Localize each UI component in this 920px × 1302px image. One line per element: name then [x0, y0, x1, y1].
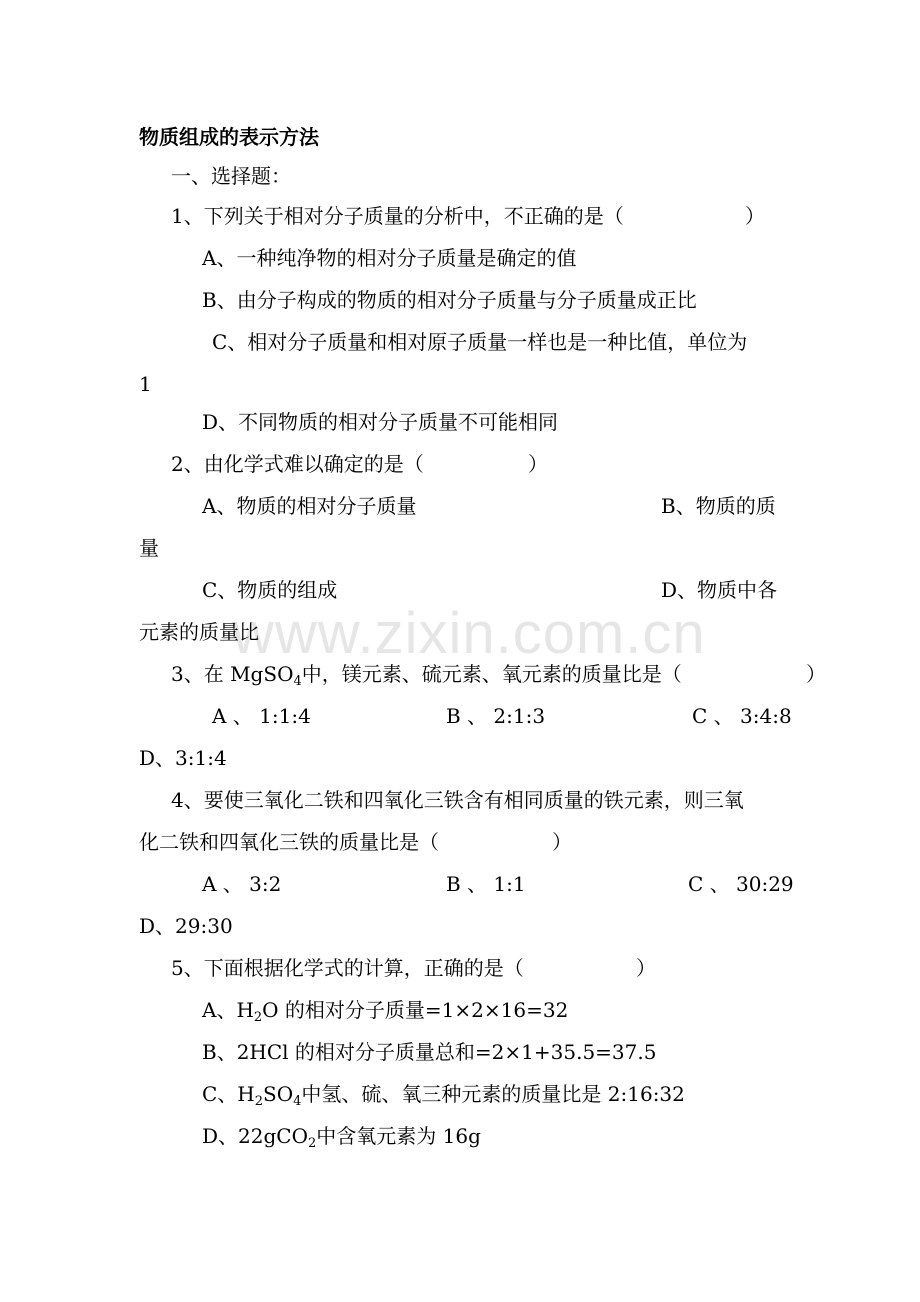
q4-option-a: A 、 3:2: [202, 872, 282, 896]
q1-option-b: B、由分子构成的物质的相对分子质量与分子质量成正比: [202, 288, 697, 312]
q2-option-c: C、物质的组成: [202, 578, 338, 602]
q5-option-b: B、2HCl 的相对分子质量总和=2×1+35.5=37.5: [202, 1040, 657, 1064]
q5-close-paren: ）: [636, 956, 656, 980]
q3-option-d: D、3:1:4: [139, 746, 227, 770]
q1-option-c-cont: 1: [139, 372, 152, 396]
q1-close-paren: ）: [745, 204, 765, 228]
q5-option-a: A、$H_2O$ 的相对分子质量=1×2×16=32: [202, 998, 569, 1025]
q3-option-c: C 、 3:4:8: [692, 704, 792, 728]
q1-option-c: C、相对分子质量和相对原子质量一样也是一种比值，单位为: [212, 330, 748, 354]
q5-stem: 5、下面根据化学式的计算，正确的是（: [171, 956, 524, 980]
q3-stem: 3、在 MgSO$_4$中，镁元素、硫元素、氧元素的质量比是（: [171, 662, 682, 689]
q4-option-d: D、29:30: [139, 914, 233, 938]
q2-stem: 2、由化学式难以确定的是（: [171, 452, 424, 476]
q2-option-d: D、物质中各: [661, 578, 778, 602]
q1-option-d: D、不同物质的相对分子质量不可能相同: [202, 410, 559, 434]
q4-option-b: B 、 1:1: [446, 872, 526, 896]
q3-option-a: A 、 1:1:4: [212, 704, 311, 728]
q4-stem-cont: 化二铁和四氧化三铁的质量比是（: [139, 830, 439, 854]
q2-close-paren: ）: [528, 452, 548, 476]
q3-option-b: B 、 2:1:3: [446, 704, 546, 728]
watermark: www.zixin.com.cn: [232, 601, 706, 666]
q2-option-d-cont: 元素的质量比: [139, 620, 259, 644]
q3-close-paren: ）: [806, 662, 826, 686]
q5-option-d: D、22gCO$_2$中含氧元素为 16g: [202, 1124, 481, 1151]
q4-close-paren: ）: [552, 830, 572, 854]
q2-option-a: A、物质的相对分子质量: [202, 494, 417, 518]
q4-stem: 4、要使三氧化二铁和四氧化三铁含有相同质量的铁元素，则三氧: [171, 788, 744, 812]
section-heading: 一、选择题：: [171, 164, 291, 188]
q2-option-b: B、物质的质: [661, 494, 776, 518]
q2-option-b-cont: 量: [139, 536, 159, 560]
document-title: 物质组成的表示方法: [139, 125, 319, 149]
q1-stem: 1、下列关于相对分子质量的分析中，不正确的是（: [171, 204, 624, 228]
q5-option-c: C、$H_2SO_4$中氢、硫、氧三种元素的质量比是 2:16:32: [202, 1082, 685, 1109]
q4-option-c: C 、 30:29: [688, 872, 794, 896]
q1-option-a: A、一种纯净物的相对分子质量是确定的值: [202, 246, 577, 270]
